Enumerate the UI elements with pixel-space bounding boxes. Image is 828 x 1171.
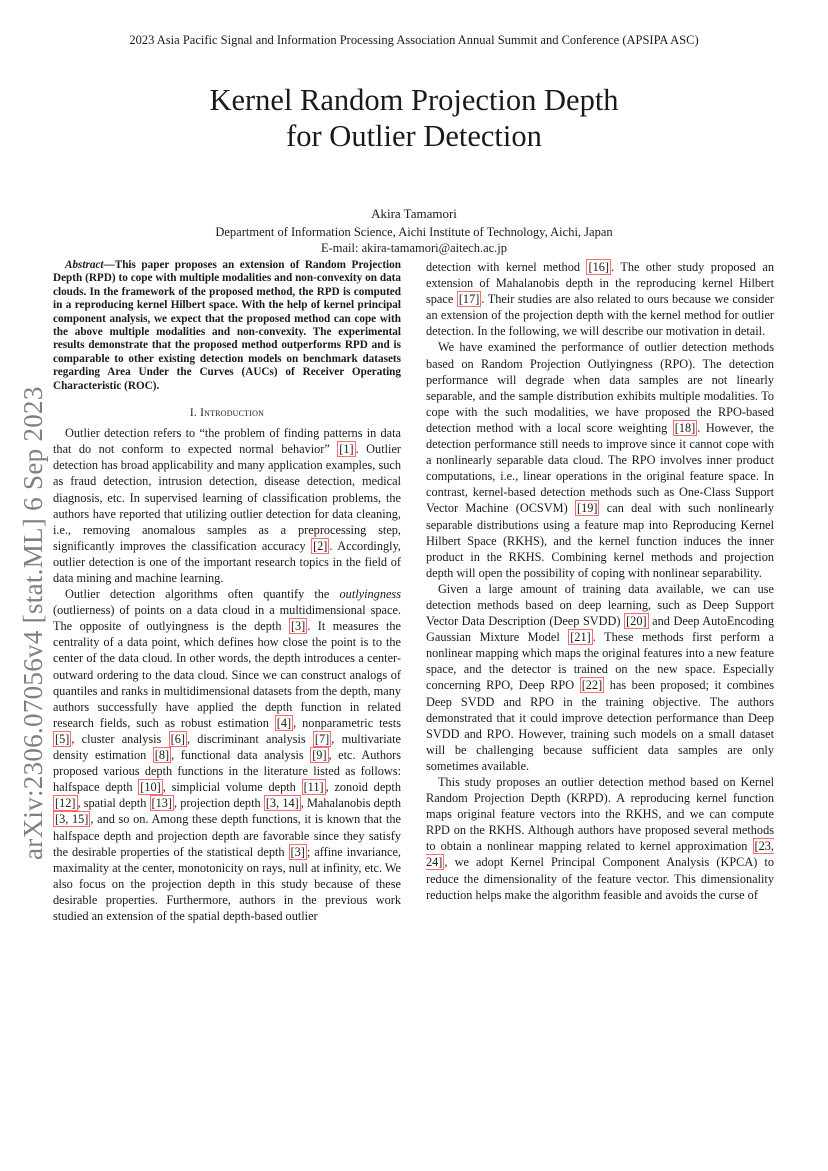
citation-link[interactable]: [2] bbox=[313, 538, 328, 553]
citation-link[interactable]: [22] bbox=[581, 678, 603, 693]
citation-link[interactable]: [23, 24] bbox=[426, 839, 774, 870]
left-column bbox=[53, 259, 401, 924]
citation-link[interactable]: [10] bbox=[140, 780, 161, 795]
citation-link[interactable]: [1] bbox=[339, 442, 354, 457]
intro-paragraph-4: We have examined the performance of outlier detection methods based on Random Projection Outlyingness (RPO). The detection performance will degrade when data samples are not linearly separable, and the sample distribution exhibits multiple modalities. To cope with the such modalities, we have proposed the RPO-based detection method with a local score weighting [18] . However, the detection performance still needs to improve since it cannot cope with a nonlinearly separable data cloud. The RPO involves inner product computations, i.e., linear operations in the original feature space. In contrast, kernel-based detection methods such as One-Class Support Vector Machine (OCSVM) [19] can deal with such nonlinearly separable distributions using a feature map into Reproducing Kernel Hilbert Space (RKHS), and the kernel function induces the inner product in the RKHS. Combining kernel methods and projection depth will open the possibility of coping with nonlinear separability. bbox=[426, 340, 774, 580]
intro-paragraph-3: detection with kernel method [16] . The other study proposed an extension of Mahalanobis depth in the reproducing kernel Hilbert space [17] . Their studies are also related to ours because we consider an extension of the projection depth with the kernel method for outlier detection. In the following, we will describe our motivation in detail. bbox=[426, 260, 774, 339]
citation-link[interactable]: [6] bbox=[170, 731, 185, 746]
intro-paragraph-2: Outlier detection algorithms often quantify the outlyingness (outlierness) of points on a data cloud in a multidimensional space. The opposite of outlyingness is the depth [3] . It measures the centrality of a data point, which defines how close the point is to the center of the data cloud. In other words, the depth introduces a center-outward ordering to the data cloud. Since we can construct analogs of quantiles and ranks in multidimensional datasets from the depth, many authors successfully have applied the depth function in related research fields, such as robust estimation [4] , nonparametric tests [5] , cluster analysis [6] , discriminant analysis [7] , multivariate density estimation [8] , functional data analysis [9] , etc. Authors proposed various depth functions in the literature listed as follows: halfspace depth [10] , simplicial volume depth [11] , zonoid depth [12] , spatial depth [13] , projection depth [3, 14] , Mahalanobis depth [3, 15] , and so on. Among these depth functions, it is known that the halfspace depth and projection depth are favorable since they satisfy the desirable properties of the statistical depth [3] ; affine invariance, maximality at the center, monotonicity on rays, null at infinity, etc. We also focus on the projection depth in this study because of these desirable properties. Furthermore, authors in the previous work studied an extension of the spatial depth-based outlier bbox=[53, 587, 402, 923]
citation-link[interactable]: [3] bbox=[290, 844, 305, 859]
citation-link[interactable]: [7] bbox=[314, 731, 330, 746]
arxiv-stamp: arXiv:2306.07056v4 [stat.ML] 6 Sep 2023 bbox=[18, 386, 48, 860]
intro-paragraph-1: Outlier detection refers to “the problem of finding patterns in data that do not conform to expected normal behavior” [1] . Outlier detection has broad applicability and many application examples, such as fraud detection, intrusion detection, disease detection, medical diagnosis, etc. In supervised learning of classification problems, the authors have reported that utilizing outlier detection for data cleaning, i.e., removing anomalous samples as a preprocessing step, significantly improves the classification accuracy [2] . Accordingly, outlier detection is one of the important research topics in the field of data mining and machine learning. bbox=[53, 426, 401, 585]
citation-link[interactable]: [11] bbox=[303, 780, 324, 795]
abstract-heading: Abstract bbox=[65, 259, 104, 271]
author-name: Akira Tamamori bbox=[371, 206, 457, 221]
author-email: E-mail: akira-tamamori@aitech.ac.jp bbox=[320, 241, 508, 255]
citation-link[interactable]: [18] bbox=[674, 420, 696, 435]
citation-link[interactable]: [20] bbox=[626, 614, 647, 629]
intro-paragraph-5: Given a large amount of training data available, we can use detection methods based on deep learning, such as Deep Support Vector Data Description (Deep SVDD) [20] and Deep AutoEncoding Gaussian Mixture Model [21] . These methods first perform a nonlinear mapping which maps the original features into a new feature space, and the detector is trained on the new space. Especially concerning RPO, Deep RPO [22] has been proposed; it combines Deep SVDD and RPO in the training objective. The authors demonstrated that it could improve detection performance than Deep SVDD and RPO. However, training such models on a small dataset will be challenging because sufficient data samples are only sometimes available. bbox=[426, 581, 774, 773]
citation-link[interactable]: [3, 14] bbox=[265, 796, 299, 811]
citation-link[interactable]: [17] bbox=[458, 292, 480, 307]
title-line-2: for Outlier Detection bbox=[286, 119, 542, 153]
emphasis-outlyingness: outlyingness bbox=[339, 587, 401, 602]
section-heading-introduction: I. Introduction bbox=[189, 407, 265, 420]
abstract-body: —This paper proposes an extension of Random Projection Depth (RPD) to cope with multiple modalities and non-convexity on data clouds. In the framework of the proposed method, the RPD is computed in a reproducing kernel Hilbert space. With the help of kernel principal component analysis, we expect that the proposed method can cope with the above multiple modalities and non-convexity. The experimental results demonstrate that the proposed method outperforms RPD and is comparable to other existing detection models on benchmark datasets regarding Area Under the Curves (AUCs) of Receiver Operating Characteristic (ROC). bbox=[53, 259, 401, 392]
right-column bbox=[426, 259, 774, 903]
citation-link[interactable]: [5] bbox=[55, 731, 70, 746]
citation-link[interactable]: [19] bbox=[576, 501, 598, 516]
author-affiliation: Department of Information Science, Aichi Institute of Technology, Aichi, Japan bbox=[215, 225, 613, 239]
citation-link[interactable]: [8] bbox=[154, 748, 170, 763]
title-line-1: Kernel Random Projection Depth bbox=[209, 83, 619, 117]
citation-link[interactable]: [16] bbox=[588, 260, 609, 274]
citation-link[interactable]: [3] bbox=[290, 619, 306, 634]
citation-link[interactable]: [3, 15] bbox=[55, 812, 89, 827]
intro-paragraph-6: This study proposes an outlier detection method based on Kernel Random Projection Depth (KRPD). A reproducing kernel function maps original feature vectors into the RKHS, and we can compute RPD on the RKHS. Although authors have proposed several methods to obtain a nonlinear mapping related to kernel approximation [23, 24] , we adopt Kernel Principal Component Analysis (KPCA) to reduce the dimensionality of the feature vector. This dimensionality reduction helps make the algorithm feasible and avoids the curse of bbox=[426, 775, 774, 902]
conference-header: 2023 Asia Pacific Signal and Information Processing Association Annual Summit and Conference (APSIPA ASC) bbox=[129, 33, 699, 47]
citation-link[interactable]: [12] bbox=[55, 796, 76, 811]
citation-link[interactable]: [13] bbox=[151, 796, 173, 811]
paper-title bbox=[0, 82, 828, 154]
citation-link[interactable]: [4] bbox=[276, 715, 292, 730]
citation-link[interactable]: [9] bbox=[312, 748, 327, 763]
citation-link[interactable]: [21] bbox=[570, 630, 591, 645]
abstract bbox=[53, 259, 401, 393]
